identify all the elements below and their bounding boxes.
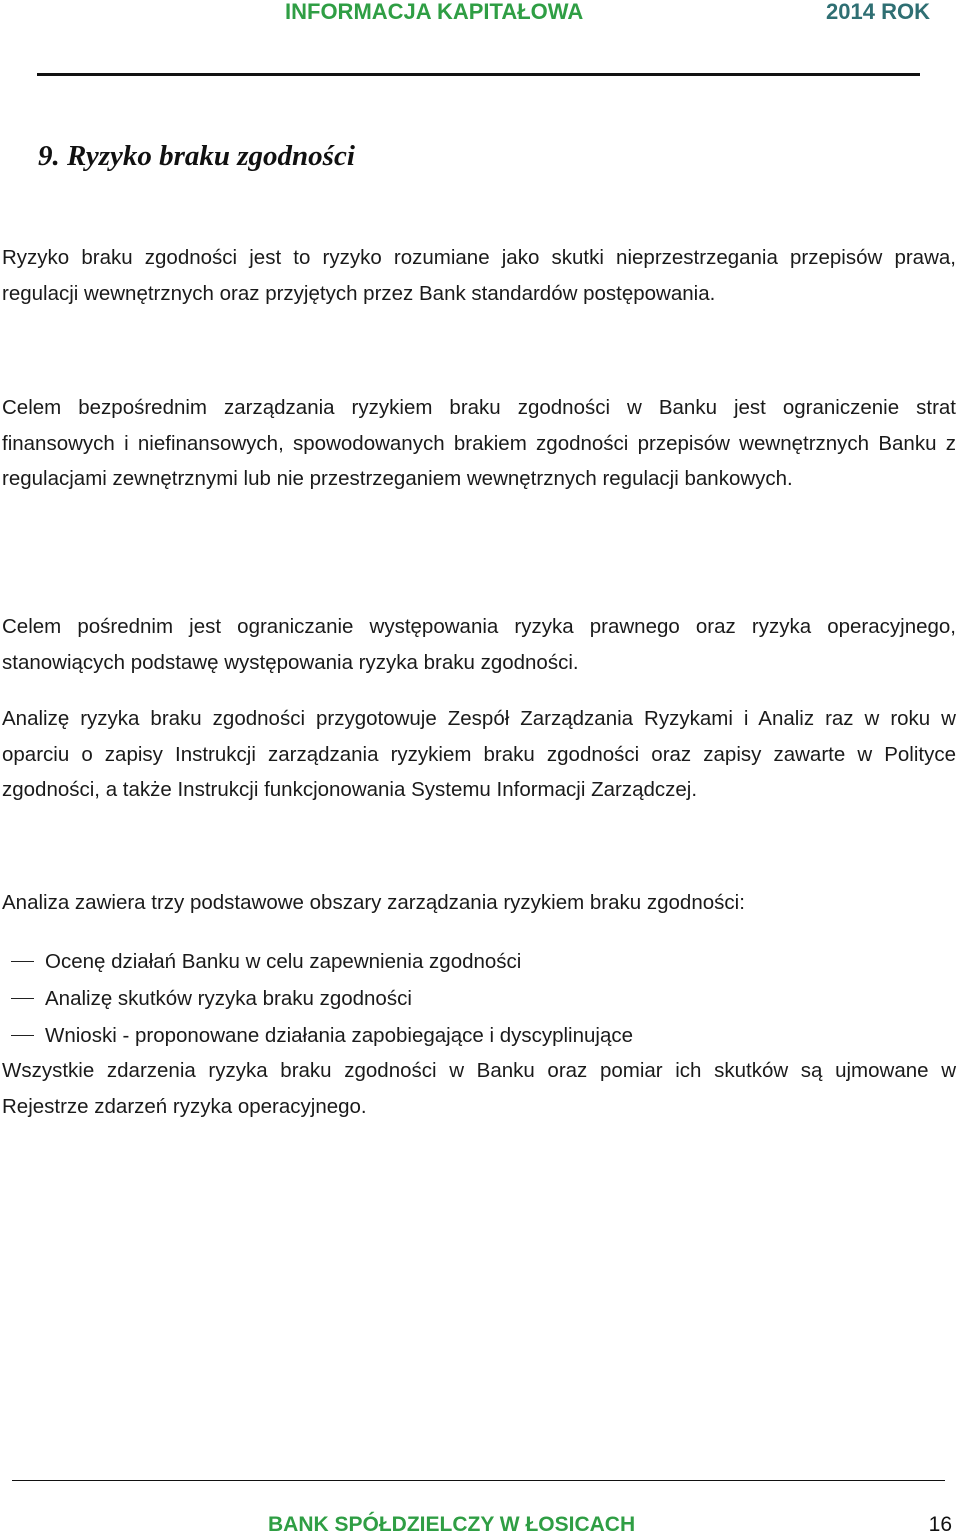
paragraph-analysis-scope: Analiza zawiera trzy podstawowe obszary zarządzania ryzykiem braku zgodności:	[2, 891, 745, 914]
list-item-text: Wnioski - proponowane działania zapobiegające i dyscyplinujące	[45, 1024, 634, 1047]
list-item	[2, 943, 956, 980]
paragraph-indirect-goal: Celem pośrednim jest ograniczanie występowania ryzyka prawnego oraz ryzyka operacyjnego, stanowiących podstawę występowania ryzyka braku zgodności.	[2, 615, 956, 674]
list-item	[2, 1017, 956, 1054]
paragraph-direct-goal: Celem bezpośrednim zarządzania ryzykiem braku zgodności w Banku jest ograniczenie strat finansowych i niefinansowych, spowodowanych brakiem zgodności przepisów wewnętrznych Banku z regulacjami zewnętrznymi lub nie przestrzeganiem wewnętrznych regulacji bankowych.	[2, 396, 956, 490]
dash-bullet-icon	[11, 998, 34, 999]
list-item-text: Ocenę działań Banku w celu zapewnienia zgodności	[45, 950, 522, 973]
paragraph-analysis-preparation: Analizę ryzyka braku zgodności przygotowuje Zespół Zarządzania Ryzykami i Analiz raz w roku w oparciu o zapisy Instrukcji zarządzania ryzykiem braku zgodności oraz zapisy zawarte w Polityce zgodności, a także Instrukcji funkcjonowania Systemu Informacji Zarządczej.	[2, 707, 956, 801]
section-title: 9. Ryzyko braku zgodności	[38, 140, 355, 172]
dash-bullet-icon	[11, 1035, 34, 1036]
header-title: INFORMACJA KAPITAŁOWA	[285, 0, 584, 24]
dash-bullet-icon	[11, 961, 34, 962]
paragraph-definition: Ryzyko braku zgodności jest to ryzyko rozumiane jako skutki nieprzestrzegania przepisów prawa, regulacji wewnętrznych oraz przyjętych przez Bank standardów postępowania.	[2, 246, 956, 305]
list-item	[2, 980, 956, 1017]
page-number: 16	[928, 1513, 952, 1536]
paragraph-event-register: Wszystkie zdarzenia ryzyka braku zgodności w Banku oraz pomiar ich skutków są ujmowane w Rejestrze zdarzeń ryzyka operacyjnego.	[2, 1059, 956, 1118]
header-year: 2014 ROK	[826, 0, 930, 24]
header-divider	[37, 73, 920, 76]
analysis-areas-list	[2, 943, 956, 1054]
list-item-text: Analizę skutków ryzyka braku zgodności	[45, 987, 412, 1010]
footer-bank-name: BANK SPÓŁDZIELCZY W ŁOSICACH	[268, 1513, 636, 1536]
footer-divider	[12, 1480, 945, 1481]
